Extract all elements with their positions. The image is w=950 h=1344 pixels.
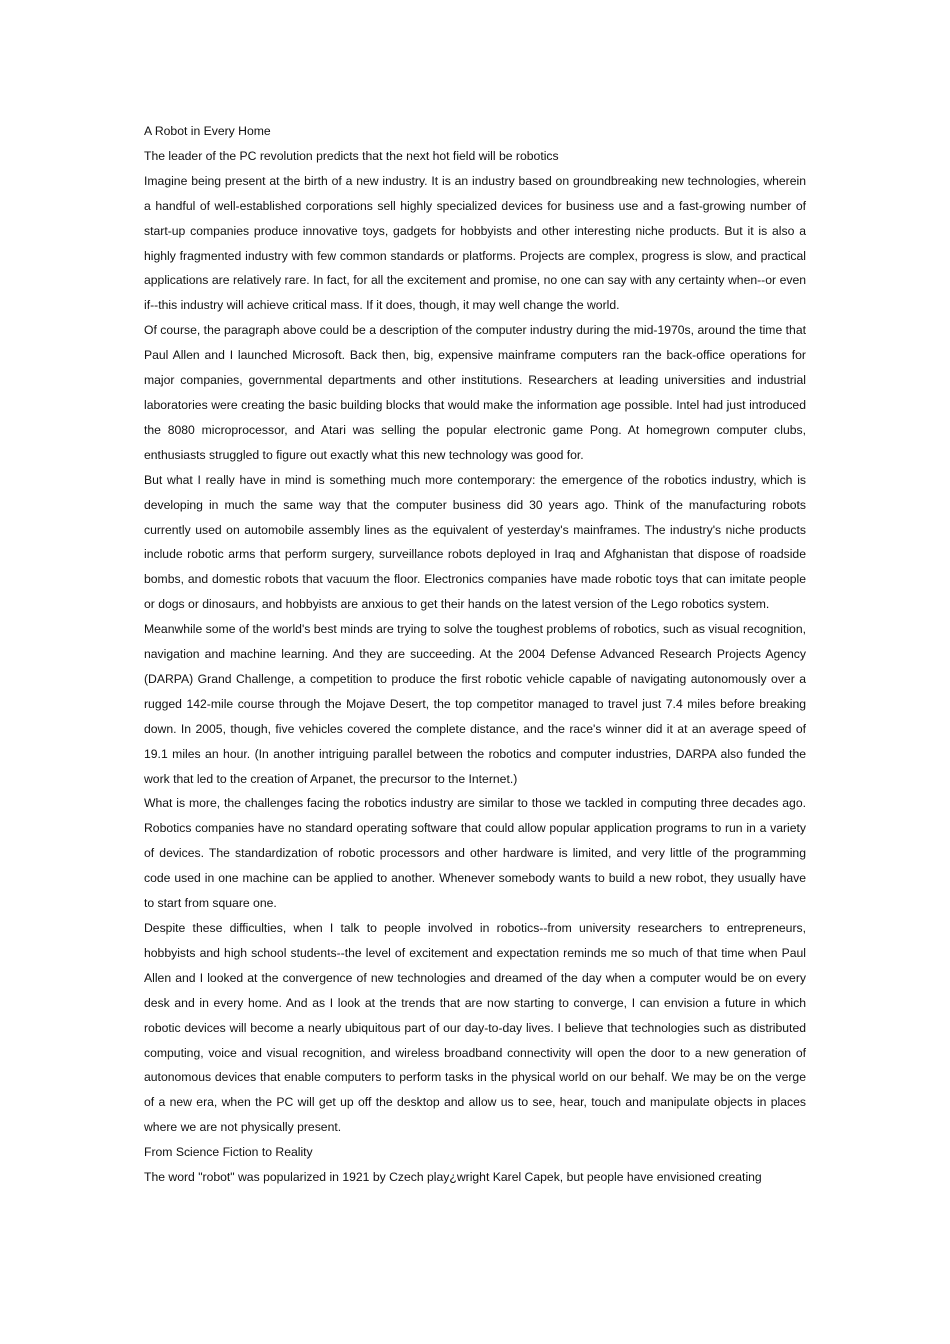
paragraph-6: Despite these difficulties, when I talk to people involved in robotics--from university researchers to entrepreneurs, hobbyists and high school students--the level of excitement and expectation reminds me so much of that time when Paul Allen and I looked at the convergence of new technologies and dreamed of the day when a computer would be on every desk and in every home. And as I look at the trends that are now starting to converge, I can envision a future in which robotic devices will become a nearly ubiquitous part of our day-to-day lives. I believe that technologies such as distributed computing, voice and visual recognition, and wireless broadband connectivity will open the door to a new generation of autonomous devices that enable computers to perform tasks in the physical world on our behalf. We may be on the verge of a new era, when the PC will get up off the desktop and allow us to see, hear, touch and manipulate objects in places where we are not physically present. — [144, 921, 806, 1135]
paragraph-5: What is more, the challenges facing the robotics industry are similar to those we tackled in computing three decades ago. Robotics companies have no standard operating software that could allow popular application programs to run in a variety of devices. The standardization of robotic processors and other hardware is limited, and very little of the programming code used in one machine can be applied to another. Whenever somebody wants to build a new robot, they usually have to start from square one. — [144, 796, 806, 911]
document-subtitle: The leader of the PC revolution predicts that the next hot field will be robotics — [144, 148, 559, 163]
paragraph-7: The word "robot" was popularized in 1921 by Czech play¿wright Karel Capek, but people have envisioned creating — [144, 1170, 762, 1185]
paragraph-4: Meanwhile some of the world's best minds are trying to solve the toughest problems of robotics, such as visual recognition, navigation and machine learning. And they are succeeding. At the 2004 Defense Advanced Research Projects Agency (DARPA) Grand Challenge, a competition to produce the first robotic vehicle capable of navigating autonomously over a rugged 142-mile course through the Mojave Desert, the top competitor managed to travel just 7.4 miles before breaking down. In 2005, though, five vehicles covered the complete distance, and the race's winner did it at an average speed of 19.1 miles an hour. (In another intriguing parallel between the robotics and computer industries, DARPA also funded the work that led to the creation of Arpanet, the precursor to the Internet.) — [144, 622, 806, 786]
paragraph-3: But what I really have in mind is something much more contemporary: the emergence of the robotics industry, which is developing in much the same way that the computer business did 30 years ago. Think of the manufacturing robots currently used on automobile assembly lines as the equivalent of yesterday's mainframes. The industry's niche products include robotic arms that perform surgery, surveillance robots deployed in Iraq and Afghanistan that dispose of roadside bombs, and domestic robots that vacuum the floor. Electronics companies have made robotic toys that can imitate people or dogs or dinosaurs, and hobbyists are anxious to get their hands on the latest version of the Lego robotics system. — [144, 472, 806, 612]
paragraph-2: Of course, the paragraph above could be a description of the computer industry during the mid-1970s, around the time that Paul Allen and I launched Microsoft. Back then, big, expensive mainframe computers ran the back-office operations for major companies, governmental departments and other institutions. Researchers at leading universities and industrial laboratories were creating the basic building blocks that would make the information age possible. Intel had just introduced the 8080 microprocessor, and Atari was selling the popular electronic game Pong. At homegrown computer clubs, enthusiasts struggled to figure out exactly what this new technology was good for. — [144, 323, 806, 462]
paragraph-1: Imagine being present at the birth of a new industry. It is an industry based on groundbreaking new technologies, wherein a handful of well-established corporations sell highly specialized devices for business use and a fast-growing number of start-up companies produce innovative toys, gadgets for hobbyists and other interesting niche products. But it is also a highly fragmented industry with few common standards or platforms. Projects are complex, progress is slow, and practical applications are relatively rare. In fact, for all the excitement and promise, no one can say with any certainty when--or even if--this industry will achieve critical mass. If it does, though, it may well change the world. — [144, 173, 806, 313]
document-title: A Robot in Every Home — [144, 124, 271, 138]
section-heading: From Science Fiction to Reality — [144, 1145, 313, 1160]
document-body — [144, 119, 806, 1190]
